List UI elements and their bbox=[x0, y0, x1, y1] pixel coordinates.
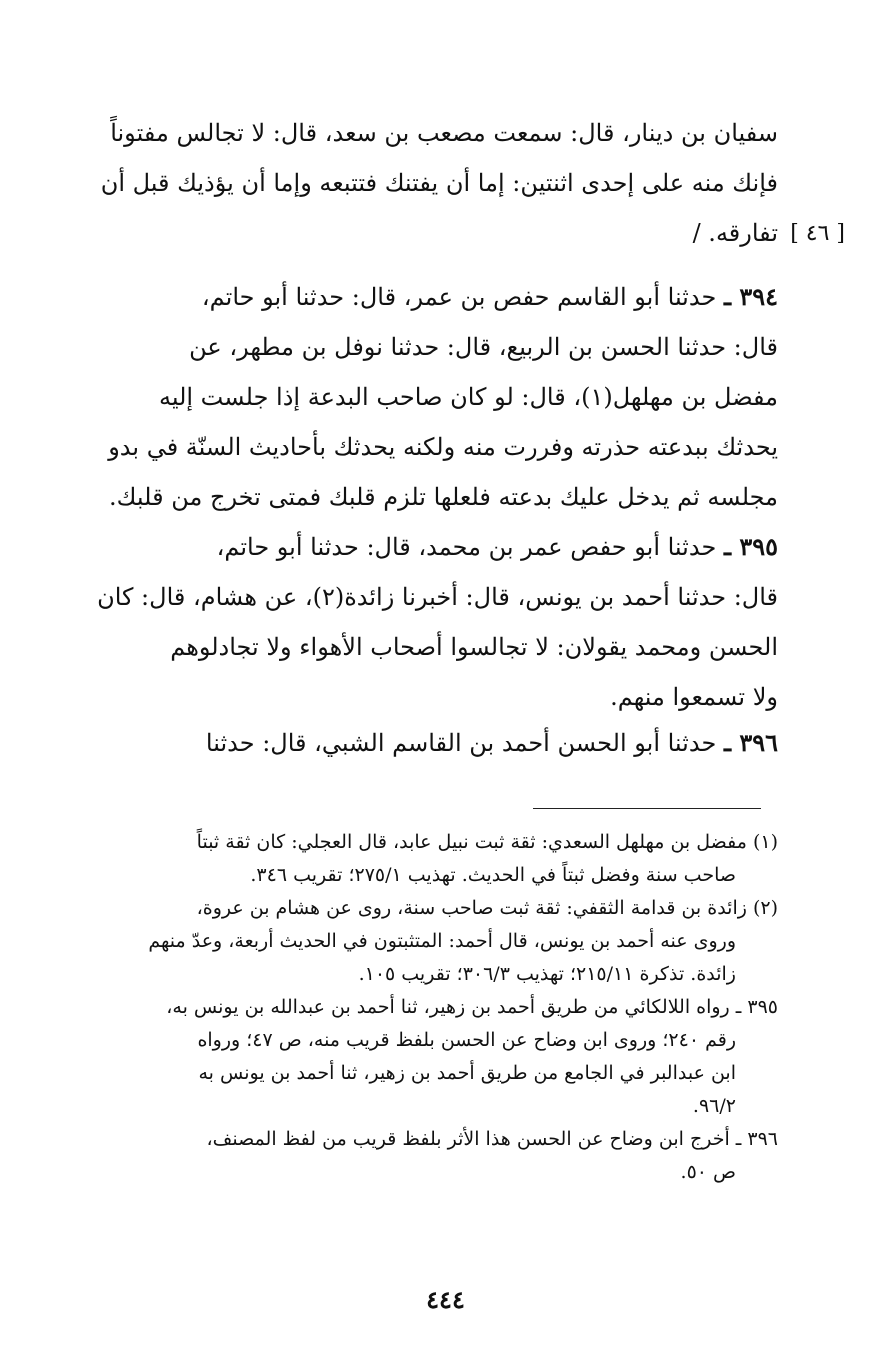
paragraph-394 bbox=[78, 272, 778, 522]
footnote-divider bbox=[533, 808, 761, 809]
body-line: الحسن ومحمد يقولان: لا تجالسوا أصحاب الأهواء ولا تجادلوهم bbox=[170, 633, 778, 661]
footnote-line: زائدة. تذكرة ٢١٥/١١؛ تهذيب ٣٠٦/٣؛ تقريب ١٠٥. bbox=[358, 963, 736, 985]
page-number: ٤٤٤ bbox=[426, 1285, 465, 1314]
body-line-text: حدثنا أبو القاسم حفص بن عمر، قال: حدثنا أبو حاتم، bbox=[201, 283, 717, 311]
footnote-line: (١) مفضل بن مهلهل السعدي: ثقة ثبت نبيل عابد، قال العجلي: كان ثقة ثبتاً bbox=[196, 831, 778, 853]
margin-page-reference: [ ٤٦ ] bbox=[790, 221, 845, 246]
footnote-2 bbox=[72, 892, 778, 991]
body-line: قال: حدثنا أحمد بن يونس، قال: أخبرنا زائدة(٢)، عن هشام، قال: كان bbox=[97, 583, 778, 611]
footnote-line: ٩٦/٢. bbox=[692, 1095, 736, 1117]
footnote-line: رقم ٢٤٠؛ وروى ابن وضاح عن الحسن بلفظ قريب منه، ص ٤٧؛ ورواه bbox=[197, 1029, 736, 1051]
paragraph-continuation bbox=[78, 108, 778, 258]
body-line: ولا تسمعوا منهم. bbox=[610, 683, 778, 711]
footnote-line: صاحب سنة وفضل ثبتاً في الحديث. تهذيب ٢٧٥/١؛ تقريب ٣٤٦. bbox=[250, 864, 736, 886]
body-line: يحدثك ببدعته حذرته وفررت منه ولكنه يحدثك بأحاديث السنّة في بدو bbox=[108, 433, 778, 461]
footnote-396 bbox=[72, 1123, 778, 1189]
body-line: قال: حدثنا الحسن بن الربيع، قال: حدثنا نوفل بن مطهر، عن bbox=[189, 333, 778, 361]
body-line: فإنك منه على إحدى اثنتين: إما أن يفتنك فتتبعه وإما أن يؤذيك قبل أن bbox=[100, 169, 778, 197]
body-line: مجلسه ثم يدخل عليك بدعته فلعلها تلزم قلبك فمتى تخرج من قلبك. bbox=[109, 483, 778, 511]
body-line bbox=[78, 272, 778, 322]
footnotes bbox=[72, 826, 778, 1189]
footnote-line: ٣٩٥ ـ رواه اللالكائي من طريق أحمد بن زهير، ثنا أحمد بن عبدالله بن يونس به، bbox=[166, 996, 778, 1018]
body-line bbox=[78, 718, 778, 768]
body-line: مفضل بن مهلهل(١)، قال: لو كان صاحب البدعة إذا جلست إليه bbox=[158, 383, 778, 411]
body-line-text: حدثنا أبو الحسن أحمد بن القاسم الشبي، قال: حدثنا bbox=[205, 729, 717, 757]
paragraph-395 bbox=[78, 522, 778, 722]
footnote-line: ابن عبدالبر في الجامع من طريق أحمد بن زهير، ثنا أحمد بن يونس به bbox=[198, 1062, 736, 1084]
body-line-text: حدثنا أبو حفص عمر بن محمد، قال: حدثنا أبو حاتم، bbox=[216, 533, 717, 561]
body-line bbox=[78, 522, 778, 572]
body-line: سفيان بن دينار، قال: سمعت مصعب بن سعد، قال: لا تجالس مفتوناً bbox=[110, 119, 778, 147]
footnote-line: وروى عنه أحمد بن يونس، قال أحمد: المتثبتون في الحديث أربعة، وعدّ منهم bbox=[148, 930, 736, 952]
paragraph-396 bbox=[78, 718, 778, 768]
footnote-line: ٣٩٦ ـ أخرج ابن وضاح عن الحسن هذا الأثر بلفظ قريب من لفظ المصنف، bbox=[206, 1128, 778, 1150]
paragraph-number: ٣٩٦ ـ bbox=[723, 728, 778, 757]
body-line: تفارقه. / bbox=[692, 219, 778, 247]
paragraph-number: ٣٩٥ ـ bbox=[723, 532, 778, 561]
paragraph-number: ٣٩٤ ـ bbox=[723, 282, 778, 311]
footnote-line: (٢) زائدة بن قدامة الثقفي: ثقة ثبت صاحب سنة، روى عن هشام بن عروة، bbox=[196, 897, 778, 919]
footnote-1 bbox=[72, 826, 778, 892]
footnote-395 bbox=[72, 991, 778, 1123]
footnote-line: ص ٥٠. bbox=[680, 1161, 736, 1183]
